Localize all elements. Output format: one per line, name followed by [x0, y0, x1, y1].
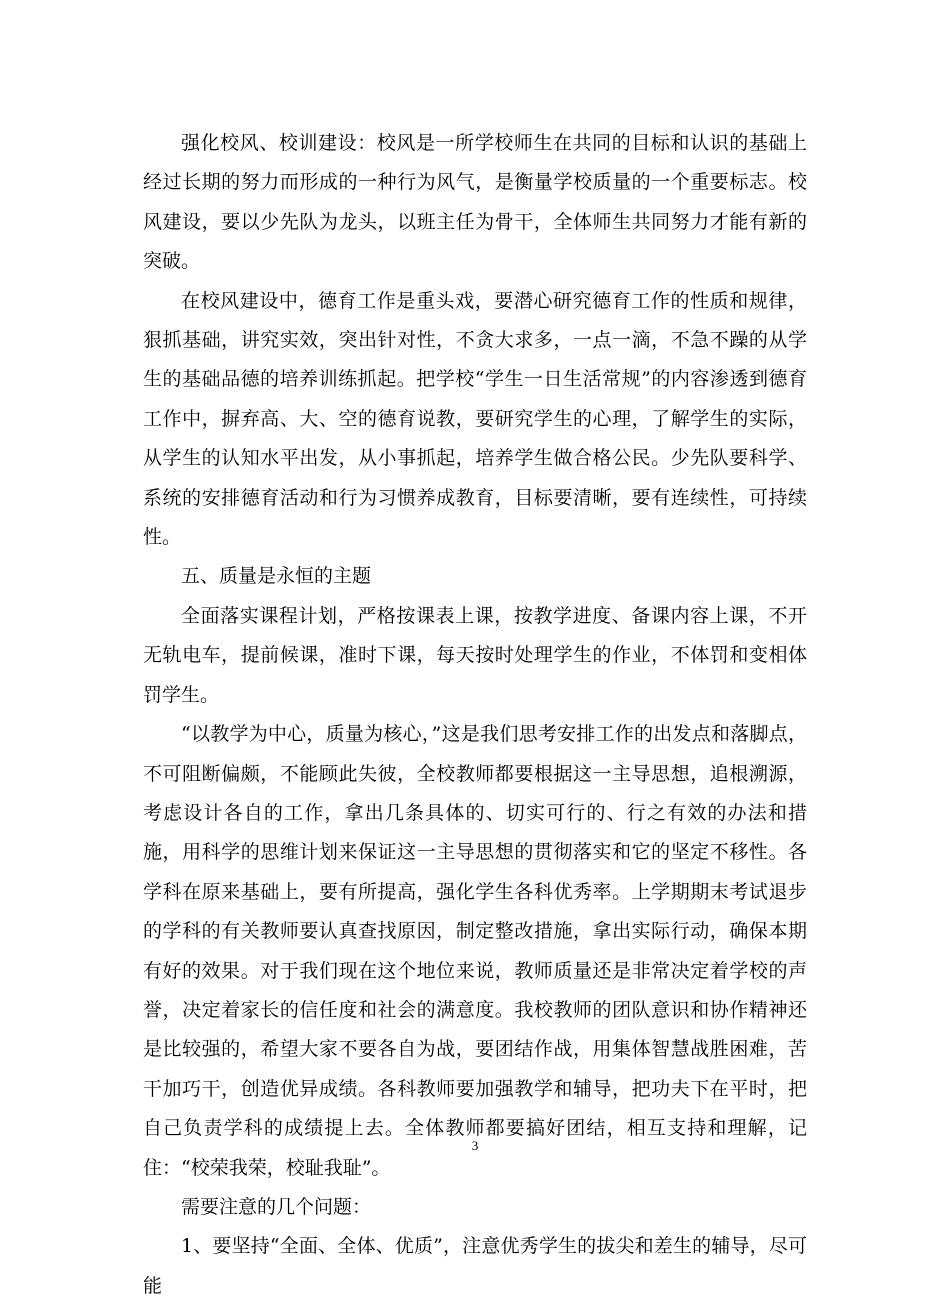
page-number: 3	[471, 1138, 479, 1153]
paragraph-teaching-quality: “以教学为中心，质量为核心，”这是我们思考安排工作的出发点和落脚点，不可阻断偏颇，不能顾此失彼，全校教师都要根据这一主导思想，追根溯源，考虑设计各自的工作，拿出几条具体的、切实可行的、行之有效的办法和措施，用科学的思维计划来保证这一主导思想的贯彻落实和它的坚定不移性。各学科在原来基础上，要有所提高，强化学生各科优秀率。上学期期末考试退步的学科的有关教师要认真查找原因，制定整改措施，拿出实际行动，确保本期有好的效果。对于我们现在这个地位来说，教师质量还是非常决定着学校的声誉，决定着家长的信任度和社会的满意度。我校教师的团队意识和协作精神还是比较强的，希望大家不要各自为战，要团结作战，用集体智慧战胜困难，苦干加巧干，创造优异成绩。各科教师要加强教学和辅导，把功夫下在平时，把自己负责学科的成绩提上去。全体教师都要搞好团结，相互支持和理解，记住：“校荣我荣，校耻我耻”。	[143, 723, 807, 1179]
paragraph-notes-heading: 需要注意的几个问题：	[181, 1195, 372, 1218]
section-heading-quality: 五、质量是永恒的主题	[181, 565, 372, 588]
paragraph-curriculum: 全面落实课程计划，严格按课表上课，按教学进度、备课内容上课，不开无轨电车，提前候课，准时下课，每天按时处理学生的作业，不体罚和变相体罚学生。	[143, 604, 807, 706]
document-body	[143, 124, 807, 1306]
paragraph-note-1: 1、要坚持“全面、全体、优质”，注意优秀学生的拔尖和差生的辅导，尽可能	[143, 1235, 807, 1297]
paragraph-school-spirit: 强化校风、校训建设：校风是一所学校师生在共同的目标和认识的基础上经过长期的努力而形成的一种行为风气，是衡量学校质量的一个重要标志。校风建设，要以少先队为龙头，以班主任为骨干，全体师生共同努力才能有新的突破。	[143, 132, 807, 273]
paragraph-moral-education: 在校风建设中，德育工作是重头戏，要潜心研究德育工作的性质和规律，狠抓基础，讲究实效，突出针对性，不贪大求多，一点一滴，不急不躁的从学生的基础品德的培养训练抓起。把学校“学生一日生活常规”的内容渗透到德育工作中，摒弃高、大、空的德育说教，要研究学生的心理，了解学生的实际，从学生的认知水平出发，从小事抓起，培养学生做合格公民。少先队要科学、系统的安排德育活动和行为习惯养成教育，目标要清晰，要有连续性，可持续性。	[143, 289, 807, 549]
